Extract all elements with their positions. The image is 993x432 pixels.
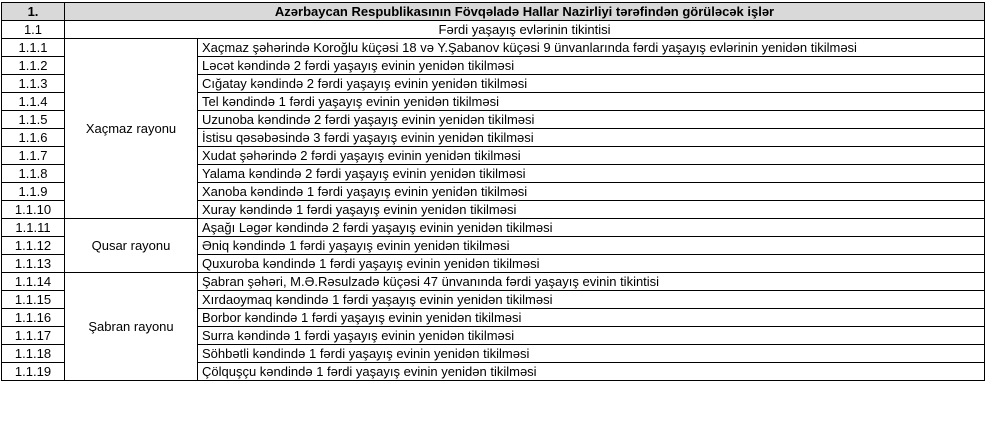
row-number: 1.1.4 — [2, 93, 65, 111]
row-description: Uzunoba kəndində 2 fərdi yaşayış evinin yenidən tikilməsi — [198, 111, 985, 129]
row-description: Xudat şəhərində 2 fərdi yaşayış evinin yenidən tikilməsi — [198, 147, 985, 165]
table-row — [2, 273, 985, 291]
row-number: 1.1.2 — [2, 57, 65, 75]
row-description: Quxuroba kəndində 1 fərdi yaşayış evinin yenidən tikilməsi — [198, 255, 985, 273]
row-number: 1.1.6 — [2, 129, 65, 147]
region-xacmaz: Xaçmaz rayonu — [65, 39, 198, 219]
row-number: 1.1.17 — [2, 327, 65, 345]
row-number: 1.1.19 — [2, 363, 65, 381]
row-number: 1.1.8 — [2, 165, 65, 183]
row-description: Ləcət kəndində 2 fərdi yaşayış evinin yenidən tikilməsi — [198, 57, 985, 75]
row-number: 1.1.5 — [2, 111, 65, 129]
row-description: Xırdaoymaq kəndində 1 fərdi yaşayış evinin yenidən tikilməsi — [198, 291, 985, 309]
row-number: 1.1.10 — [2, 201, 65, 219]
section-row — [2, 21, 985, 39]
row-description: Tel kəndində 1 fərdi yaşayış evinin yenidən tikilməsi — [198, 93, 985, 111]
row-description: Cığatay kəndində 2 fərdi yaşayış evinin yenidən tikilməsi — [198, 75, 985, 93]
row-number: 1.1.7 — [2, 147, 65, 165]
row-description: Xuray kəndində 1 fərdi yaşayış evinin yenidən tikilməsi — [198, 201, 985, 219]
row-number: 1.1.11 — [2, 219, 65, 237]
row-description: Borbor kəndində 1 fərdi yaşayış evinin yenidən tikilməsi — [198, 309, 985, 327]
section-number: 1.1 — [2, 21, 65, 39]
row-description: Surra kəndində 1 fərdi yaşayış evinin yenidən tikilməsi — [198, 327, 985, 345]
header-number: 1. — [2, 3, 65, 21]
row-description: Xanoba kəndində 1 fərdi yaşayış evinin yenidən tikilməsi — [198, 183, 985, 201]
row-description: Aşağı Ləgər kəndində 2 fərdi yaşayış evinin yenidən tikilməsi — [198, 219, 985, 237]
section-title: Fərdi yaşayış evlərinin tikintisi — [65, 21, 985, 39]
table-row — [2, 39, 985, 57]
row-number: 1.1.1 — [2, 39, 65, 57]
row-description: İstisu qəsəbəsində 3 fərdi yaşayış evinin yenidən tikilməsi — [198, 129, 985, 147]
row-description: Xaçmaz şəhərində Koroğlu küçəsi 18 və Y.Şabanov küçəsi 9 ünvanlarında fərdi yaşayış evlərinin yenidən tikilməsi — [198, 39, 985, 57]
row-description: Əniq kəndində 1 fərdi yaşayış evinin yenidən tikilməsi — [198, 237, 985, 255]
row-number: 1.1.12 — [2, 237, 65, 255]
row-number: 1.1.9 — [2, 183, 65, 201]
header-row — [2, 3, 985, 21]
row-description: Söhbətli kəndində 1 fərdi yaşayış evinin yenidən tikilməsi — [198, 345, 985, 363]
row-description: Çölquşçu kəndində 1 fərdi yaşayış evinin yenidən tikilməsi — [198, 363, 985, 381]
row-description: Şabran şəhəri, M.Ə.Rəsulzadə küçəsi 47 ünvanında fərdi yaşayış evinin tikintisi — [198, 273, 985, 291]
row-number: 1.1.13 — [2, 255, 65, 273]
row-description: Yalama kəndində 2 fərdi yaşayış evinin yenidən tikilməsi — [198, 165, 985, 183]
row-number: 1.1.14 — [2, 273, 65, 291]
table-row — [2, 219, 985, 237]
row-number: 1.1.15 — [2, 291, 65, 309]
works-table — [1, 2, 985, 381]
row-number: 1.1.16 — [2, 309, 65, 327]
region-sabran: Şabran rayonu — [65, 273, 198, 381]
region-qusar: Qusar rayonu — [65, 219, 198, 273]
row-number: 1.1.3 — [2, 75, 65, 93]
header-title: Azərbaycan Respublikasının Fövqəladə Hallar Nazirliyi tərəfindən görüləcək işlər — [65, 3, 985, 21]
row-number: 1.1.18 — [2, 345, 65, 363]
